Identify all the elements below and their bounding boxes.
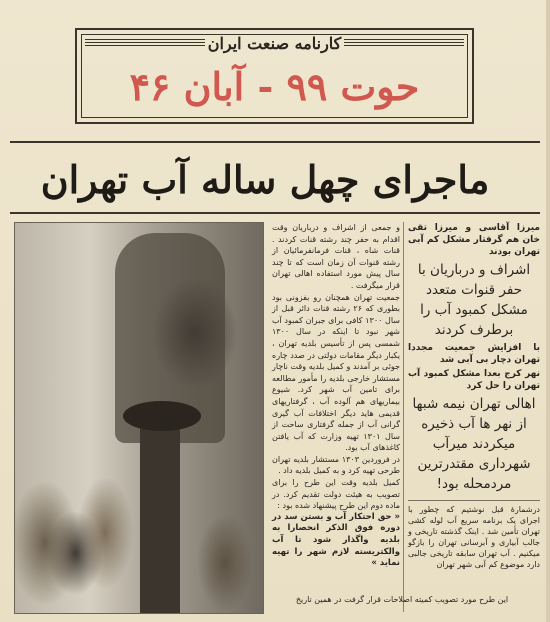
middle-paragraph-3: در فروردین ۱۳۰۳ مستشار بلدیه تهران طرحی تهیه کرد و به کمیل بلدیه داد . [272, 454, 400, 476]
right-column [408, 222, 540, 570]
article-headline: ماجرای چهل ساله آب تهران [40, 157, 490, 202]
photo-crowd [15, 423, 263, 613]
middle-column [272, 222, 400, 570]
masthead-dates: حوت ۹۹ - آبان ۴۶ [129, 64, 420, 109]
column-divider [403, 222, 404, 612]
headline-rule-bottom [10, 212, 540, 214]
right-tail-text: درشمارۀ قبل نوشتیم که چطور با اجرای یک برنامه سریع آب لوله کشی تهران تأمین شد . اینک گذشته تاریخی و جالب آبیاری و آبرسانی تهران را بازگو میکنیم . آب تهران سابقه تاریخی جالبی دارد موضوع کم آبی شهر تهران [408, 500, 540, 570]
right-big-text-2: اهالی تهران نیمه شبها از نهر ها آب ذخیره میکردند میرآب شهرداری مقتدرترین مردمحله بود! [412, 396, 536, 492]
middle-paragraph-2: جمعیت تهران همچنان رو بفزونی بود بطوری که ۲۶ رشته قنات دائر قبل از سال ۱۳۰۰ کافی برای جبران کمبود آب شهر نبود تا اینکه در سال ۱۳۰۰ شمسی پس از تأسیس بلدیه تهران ، یکبار دیگر مقامات دولتی در صدد چاره جوئی بر آمدند و کمیل بلدیه وقت ناچار مستشار خارجی بلدیه را مأمور مطالعه برای تامین آب شهر کرد. شیوع بیماریهای هم آلوده آب ، گرفتاریهای قدیمی هاید دیگر اختلافات آب گیری گرانی آب از جمله گرفتاری ساحت از سال ۱۳۰۱ تهیه وزارت که آب یافتن کاغذهای آب بود. [272, 292, 401, 453]
middle-paragraph-1: و جمعی از اشراف و درباریان وقت اقدام به حفر چند رشته قنات کردند . قنات شاه ، قنات فرمانفرمائیان از رشته قنوات آن زمان است که تا چند سال پیش مورد استفاده اهالی تهران قرار میگرفت . [272, 223, 400, 290]
middle-paragraph-5: « حق احتکار آب و بستن سد در دوره فوق الذکر انحصارا به بلدیه واگذار شود تا آب والکتریسته لازم شهر را تهیه نماید » [272, 511, 400, 569]
headline-rule-top [10, 141, 540, 143]
middle-paragraph-4: کمیل بلدیه وقت این طرح را برای تصویب به هیئت دولت تقدیم کرد. در ماده دوم این طرح پیشنهاد شده بود : [272, 478, 400, 511]
masthead-brand: کارنامه صنعت ایران [207, 34, 342, 53]
page-edge [546, 0, 550, 622]
middle-tail-text: این طرح مورد تصویب کمیته اصلاحات قرار گرفت در همین تاریخ [295, 595, 509, 604]
photo-basin [123, 401, 201, 431]
article-photo [14, 222, 264, 614]
right-big-text-1: اشراف و درباریان با حفر قنوات متعدد مشکل کمبود آب را برطرف کردند [417, 262, 531, 338]
right-bullet-3: نهر کرج بعدا مشکل کمبود آب تهران را حل کرد [408, 369, 540, 391]
right-bullet-1: میرزا آقاسی و میرزا تقی خان هم گرفتار مشکل کم آبی تهران بودند [408, 223, 540, 257]
masthead-box [75, 28, 474, 124]
photo-faucet [140, 413, 180, 613]
right-bullet-2: با افزایش جمعیت مجددا تهران دچار بی آبی شد [408, 343, 540, 365]
